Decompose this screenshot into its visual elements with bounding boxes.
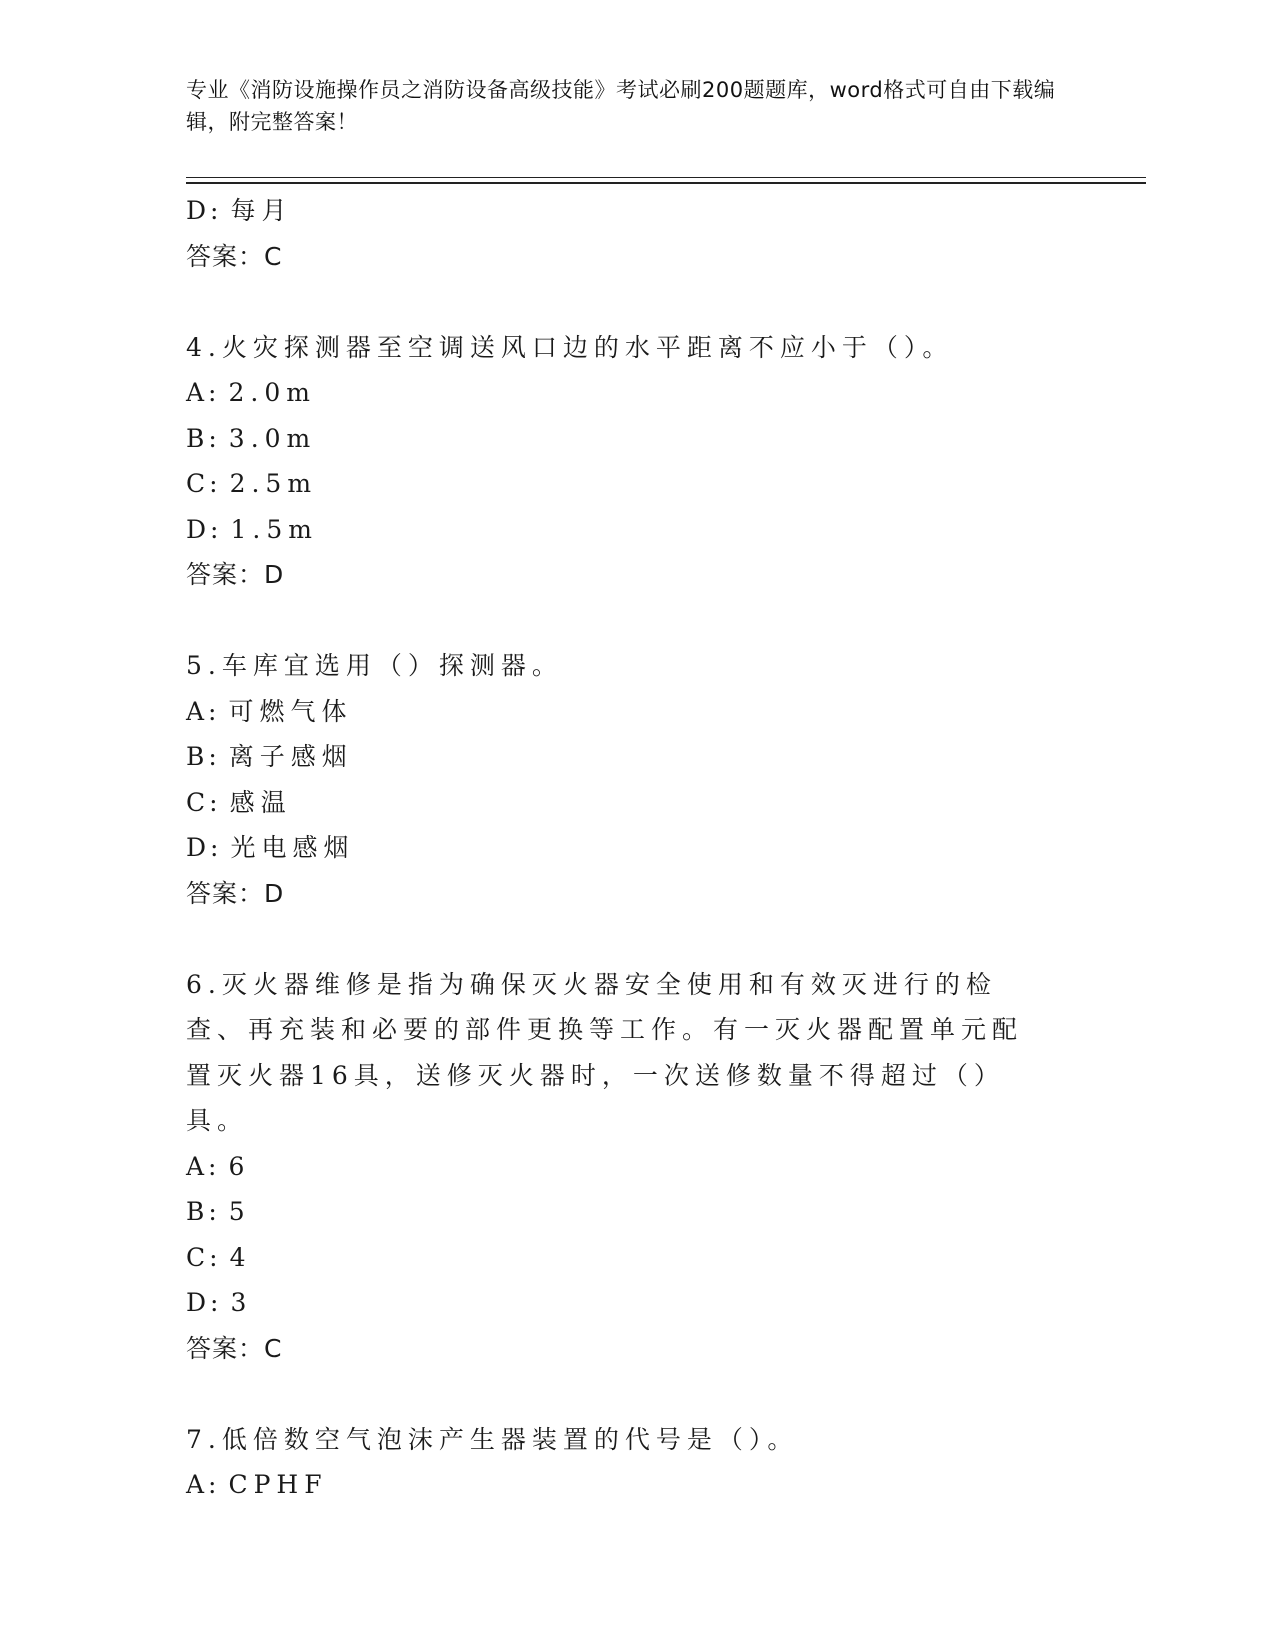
answer-line: 答案：C	[186, 1333, 283, 1363]
option-label: D:	[186, 196, 223, 225]
option-text: 3	[230, 1288, 253, 1317]
option-text: 4	[229, 1242, 252, 1272]
option-label: C:	[186, 1242, 222, 1272]
option-text: 6	[228, 1151, 251, 1181]
option-text: 3.0m	[228, 423, 317, 453]
answer-line: 答案：D	[186, 878, 285, 908]
answer-line: 答案：C	[186, 241, 283, 271]
option-label: C:	[186, 787, 222, 817]
option-line	[186, 734, 1066, 780]
question-stem: 5.车库宜选用（）探测器。	[186, 651, 563, 680]
option-line	[186, 461, 1066, 507]
option-line	[186, 1189, 1066, 1235]
option-line	[186, 1144, 1066, 1190]
spacer	[186, 598, 1066, 644]
option-text: 2.5m	[229, 469, 318, 498]
header-divider-thin	[186, 177, 1146, 178]
question-list	[186, 188, 1066, 1508]
option-line	[186, 188, 1066, 234]
option-text: 5	[228, 1197, 251, 1226]
option-text: CPHF	[228, 1470, 328, 1499]
option-label: B:	[186, 423, 221, 453]
option-line	[186, 416, 1066, 462]
option-line	[186, 825, 1066, 871]
question-stem: 4.火灾探测器至空调送风口边的水平距离不应小于（）。	[186, 332, 954, 362]
option-text: 光电感烟	[230, 833, 355, 862]
option-label: D:	[186, 1288, 223, 1317]
question-stem: 6.灭火器维修是指为确保灭火器安全使用和有效灭进行的检查、再充装和必要的部件更换等工作。有一灭火器配置单元配置灭火器16具，送修灭火器时，一次送修数量不得超过（）具。	[186, 969, 1024, 1135]
header-divider-thick	[186, 182, 1146, 184]
option-label: A:	[186, 696, 221, 726]
option-line	[186, 1280, 1066, 1326]
option-line	[186, 507, 1066, 553]
question-stem: 7.低倍数空气泡沫产生器装置的代号是（）。	[186, 1424, 799, 1454]
option-text: 每月	[230, 196, 293, 225]
option-text: 2.0m	[228, 378, 316, 407]
option-text: 可燃气体	[228, 696, 353, 726]
option-label: C:	[186, 469, 222, 498]
option-label: A:	[186, 1470, 221, 1499]
option-text: 感温	[229, 787, 292, 817]
option-line	[186, 1462, 1066, 1508]
spacer	[186, 916, 1066, 962]
option-line	[186, 1235, 1066, 1281]
option-line	[186, 689, 1066, 735]
spacer	[186, 279, 1066, 325]
option-line	[186, 780, 1066, 826]
option-label: B:	[186, 742, 221, 771]
option-label: D:	[186, 833, 223, 862]
option-label: A:	[186, 1151, 221, 1181]
option-text: 离子感烟	[228, 742, 353, 771]
option-label: A:	[186, 378, 221, 407]
option-line	[186, 370, 1066, 416]
option-text: 1.5m	[230, 514, 318, 544]
option-label: B:	[186, 1197, 221, 1226]
document-header-title: 专业《消防设施操作员之消防设备高级技能》考试必刷200题题库，word格式可自由下载编辑，附完整答案！	[186, 78, 1056, 134]
option-label: D:	[186, 514, 223, 544]
spacer	[186, 1371, 1066, 1417]
answer-line: 答案：D	[186, 560, 285, 589]
